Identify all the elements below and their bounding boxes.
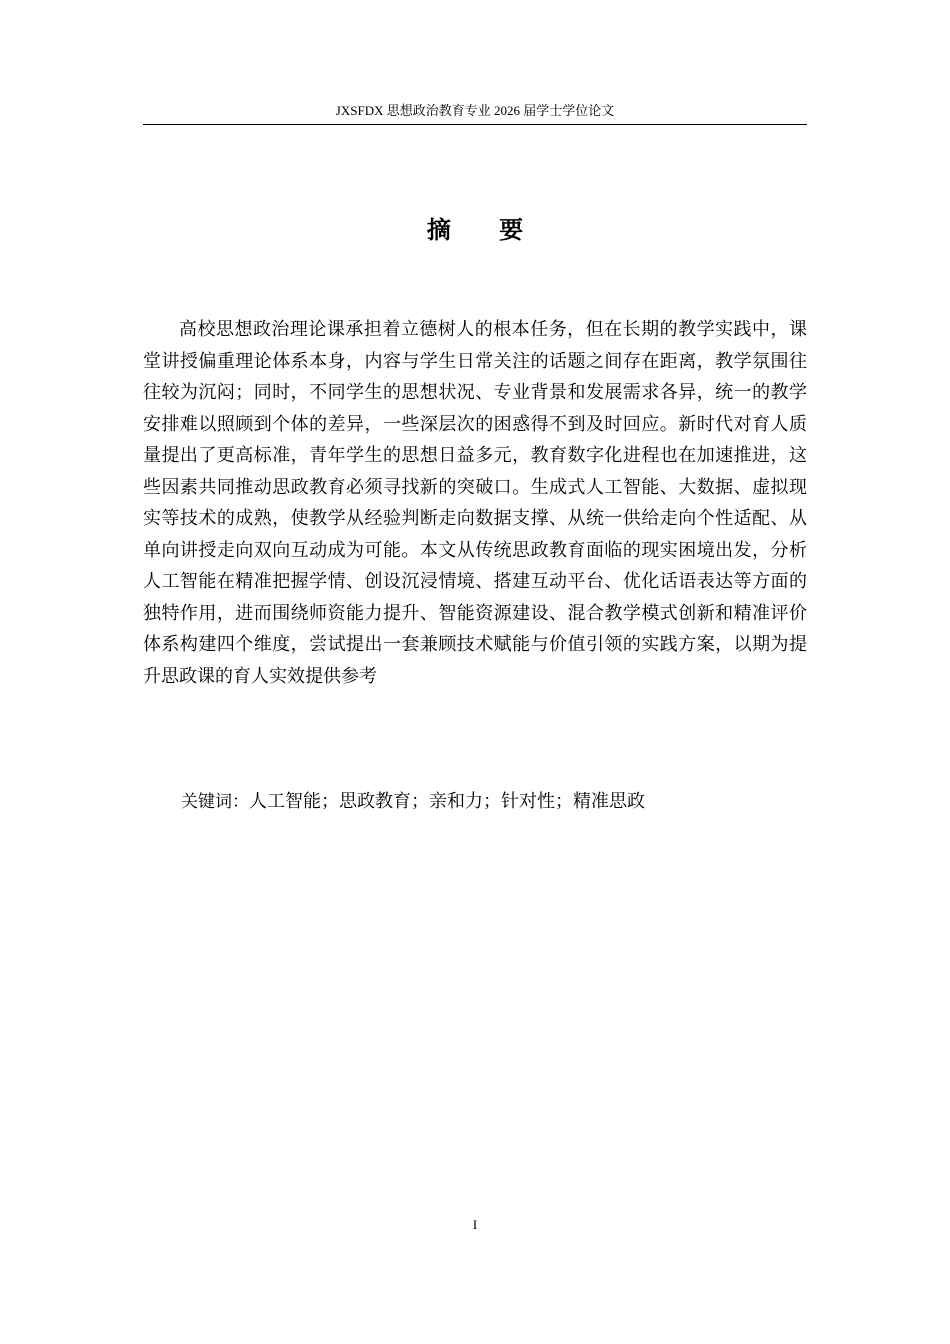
keywords-line — [181, 786, 807, 818]
abstract-paragraph: 高校思想政治理论课承担着立德树人的根本任务，但在长期的教学实践中，课堂讲授偏重理论体系本身，内容与学生日常关注的话题之间存在距离，教学氛围往往较为沉闷；同时，不同学生的思想状况、专业背景和发展需求各异，统一的教学安排难以照顾到个体的差异，一些深层次的困惑得不到及时回应。新时代对育人质量提出了更高标准，青年学生的思想日益多元，教育数字化进程也在加速推进，这些因素共同推动思政教育必须寻找新的突破口。生成式人工智能、大数据、虚拟现实等技术的成熟，使教学从经验判断走向数据支撑、从统一供给走向个性适配、从单向讲授走向双向互动成为可能。本文从传统思政教育面临的现实困境出发，分析人工智能在精准把握学情、创设沉浸情境、搭建互动平台、优化话语表达等方面的独特作用，进而围绕师资能力提升、智能资源建设、混合教学模式创新和精准评价体系构建四个维度，尝试提出一套兼顾技术赋能与价值引领的实践方案，以期为提升思政课的育人实效提供参考 — [143, 319, 807, 687]
abstract-heading: 摘 要 — [426, 216, 544, 244]
keywords-label: 关键词： — [181, 792, 249, 812]
header-divider — [143, 124, 807, 125]
keywords-value: 人工智能；思政教育；亲和力；针对性；精准思政 — [249, 791, 645, 812]
page-number: I — [472, 1217, 478, 1232]
running-header: JXSFDX 思想政治教育专业 2026 届学士学位论文 — [335, 103, 615, 118]
